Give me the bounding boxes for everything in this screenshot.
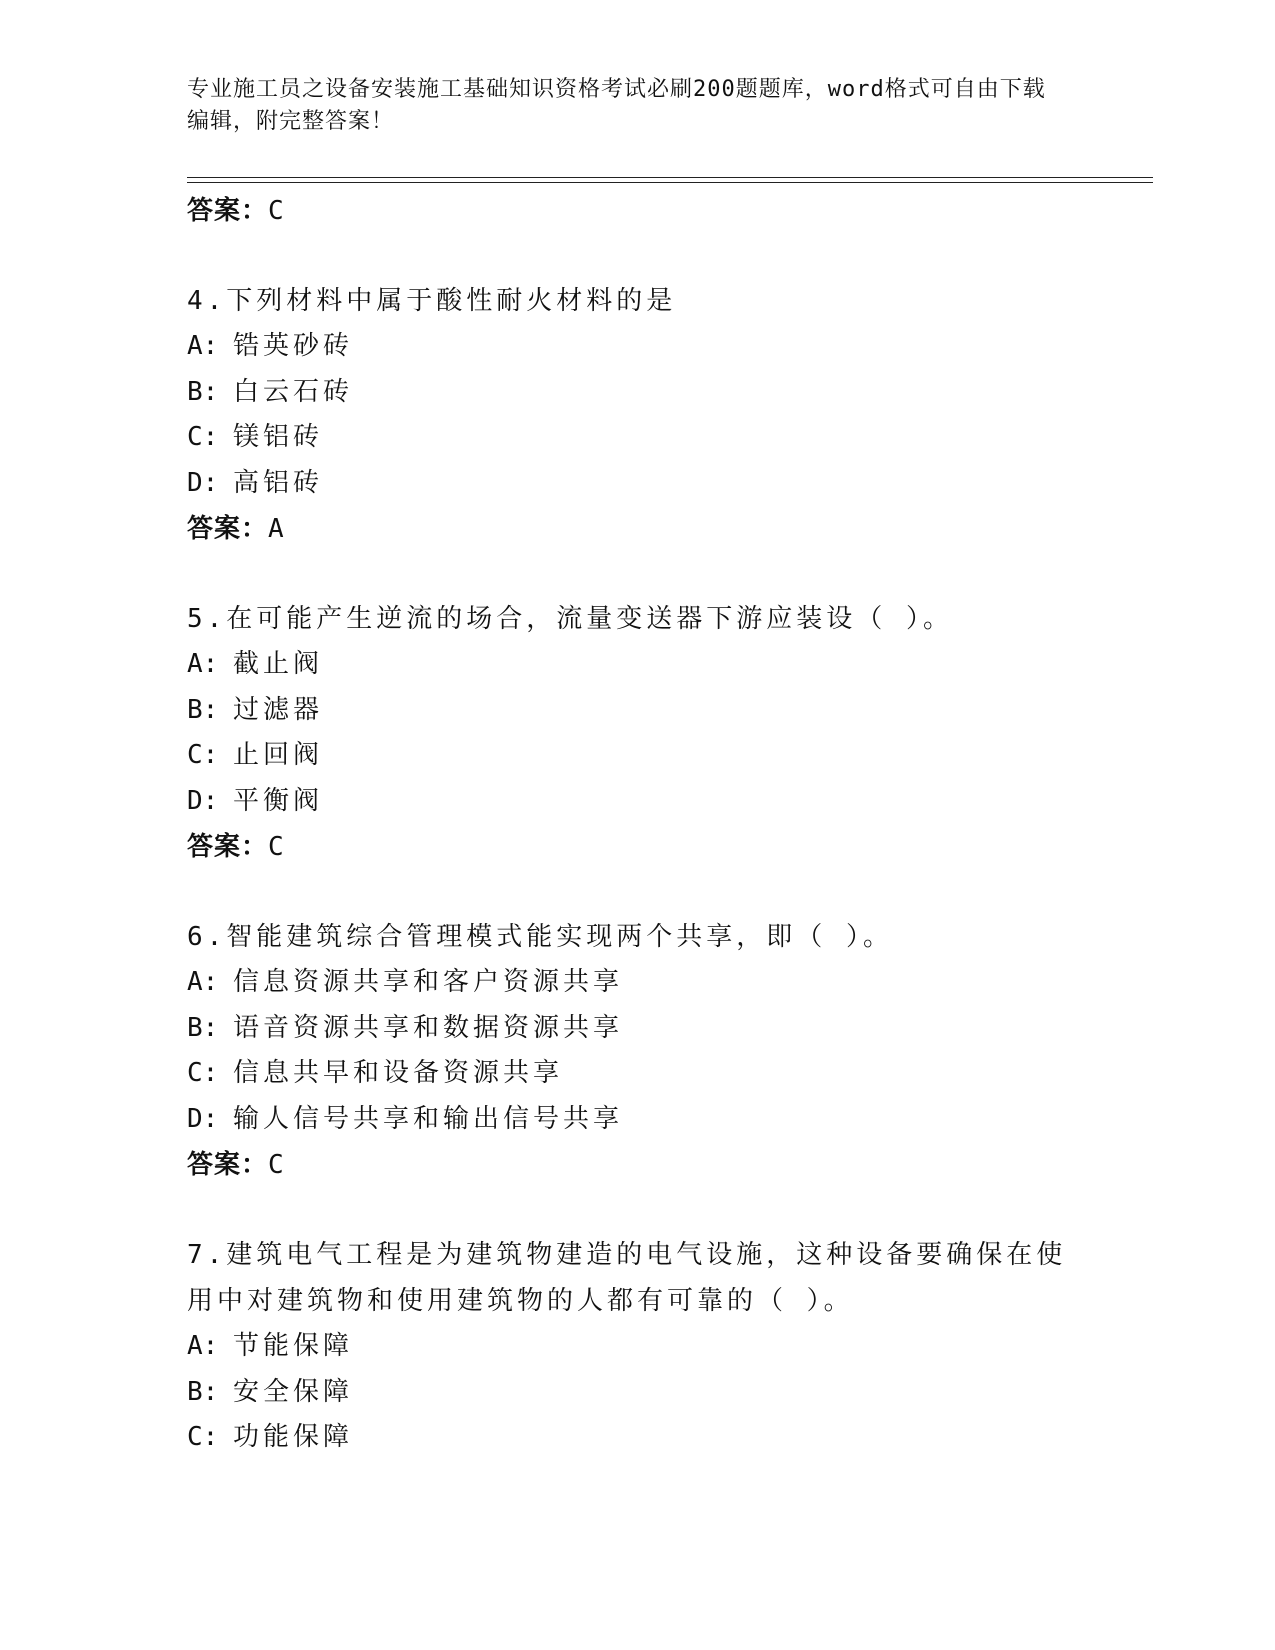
header-divider-top xyxy=(187,177,1153,178)
option-key: C: xyxy=(187,1058,219,1088)
option-key: B: xyxy=(187,694,219,725)
header-divider-bottom xyxy=(187,182,1153,183)
answer-line xyxy=(187,1142,1087,1188)
option-text: 语音资源共享和数据资源共享 xyxy=(233,1012,624,1043)
option-text: 输人信号共享和输出信号共享 xyxy=(233,1103,624,1134)
option-key: C: xyxy=(187,740,219,770)
answer-label: 答案： xyxy=(187,1150,269,1180)
option-b xyxy=(187,1370,1087,1416)
answer-value: A xyxy=(268,514,285,544)
answer-value: C xyxy=(268,1150,285,1180)
option-text: 安全保障 xyxy=(233,1376,354,1407)
option-key: B: xyxy=(187,1012,219,1043)
option-key: D: xyxy=(187,1103,219,1134)
option-key: D: xyxy=(187,785,219,816)
answer-label: 答案： xyxy=(187,196,269,226)
option-c xyxy=(187,1415,1087,1461)
option-text: 止回阀 xyxy=(233,740,324,770)
answer-label: 答案： xyxy=(187,514,269,544)
question-block xyxy=(187,1232,1087,1461)
document-body xyxy=(187,188,1087,1461)
option-text: 信息资源共享和客户资源共享 xyxy=(233,967,624,997)
option-a xyxy=(187,642,1087,688)
option-text: 镁铝砖 xyxy=(233,422,324,452)
option-key: D: xyxy=(187,467,219,498)
option-key: C: xyxy=(187,422,219,452)
answer-line xyxy=(187,188,1087,234)
option-b xyxy=(187,370,1087,416)
option-d xyxy=(187,1097,1087,1143)
option-text: 过滤器 xyxy=(233,694,324,725)
option-key: A: xyxy=(187,649,219,679)
option-d xyxy=(187,779,1087,825)
option-text: 高铝砖 xyxy=(233,467,324,498)
option-key: A: xyxy=(187,331,219,361)
answer-value: C xyxy=(268,196,285,226)
question-stem: 5.在可能产生逆流的场合，流量变送器下游应装设（ ）。 xyxy=(187,604,953,634)
option-key: B: xyxy=(187,1376,219,1407)
question-block xyxy=(187,914,1087,1188)
option-text: 功能保障 xyxy=(233,1422,354,1452)
option-text: 白云石砖 xyxy=(233,376,354,407)
option-a xyxy=(187,1324,1087,1370)
option-a xyxy=(187,324,1087,370)
option-text: 截止阀 xyxy=(233,649,324,679)
option-c xyxy=(187,733,1087,779)
option-c xyxy=(187,1051,1087,1097)
option-c xyxy=(187,415,1087,461)
option-b xyxy=(187,688,1087,734)
answer-line xyxy=(187,824,1087,870)
option-text: 锆英砂砖 xyxy=(233,331,354,361)
option-text: 节能保障 xyxy=(233,1331,354,1361)
option-key: A: xyxy=(187,1331,219,1361)
question-block xyxy=(187,278,1087,552)
option-text: 平衡阀 xyxy=(233,785,324,816)
answer-line xyxy=(187,506,1087,552)
answer-value: C xyxy=(268,832,285,862)
option-key: A: xyxy=(187,967,219,997)
question-stem: 7.建筑电气工程是为建筑物建造的电气设施，这种设备要确保在使用中对建筑物和使用建筑物的人都有可靠的（ ）。 xyxy=(187,1240,1067,1316)
option-text: 信息共早和设备资源共享 xyxy=(233,1058,564,1088)
document-header: 专业施工员之设备安装施工基础知识资格考试必刷200题题库，word格式可自由下载编辑，附完整答案！ xyxy=(187,77,1046,134)
option-key: B: xyxy=(187,376,219,407)
option-b xyxy=(187,1006,1087,1052)
question-block xyxy=(187,596,1087,870)
question-stem: 4.下列材料中属于酸性耐火材料的是 xyxy=(187,286,677,316)
option-key: C: xyxy=(187,1422,219,1452)
question-stem: 6.智能建筑综合管理模式能实现两个共享，即（ ）。 xyxy=(187,922,893,952)
option-d xyxy=(187,461,1087,507)
answer-label: 答案： xyxy=(187,832,269,862)
option-a xyxy=(187,960,1087,1006)
